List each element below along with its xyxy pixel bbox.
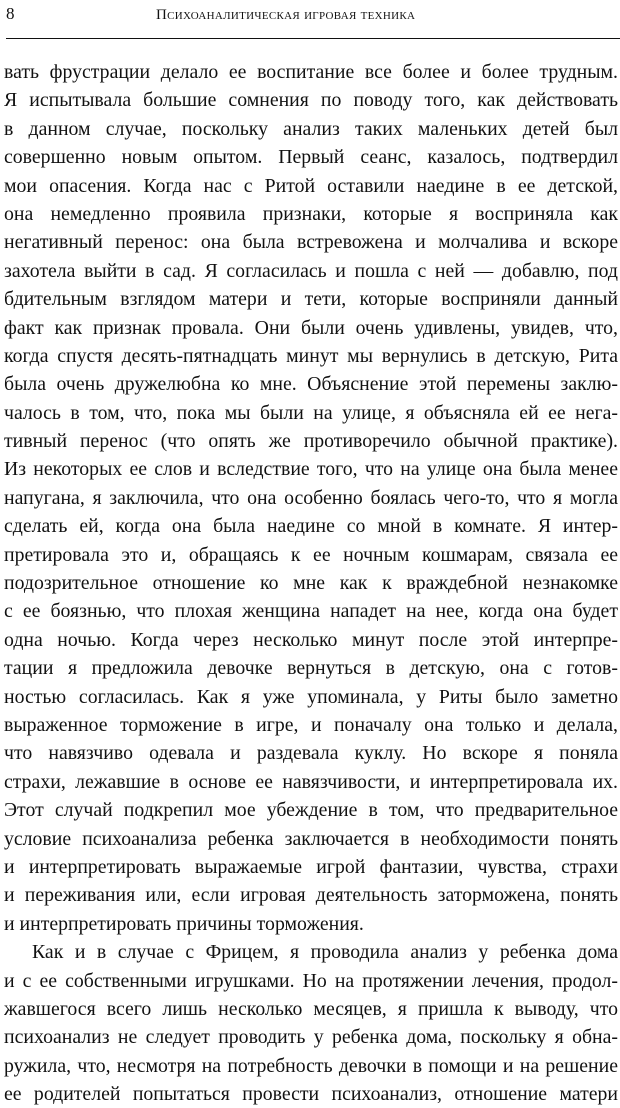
running-head	[6, 4, 616, 26]
text-line: ее родителей попытаться провести психоанализ, отношение матери	[4, 1083, 618, 1106]
text-line: сделать ей, когда она была наедине со мной в комнате. Я интер-	[4, 515, 618, 538]
text-line: условие психоанализа ребенка заключается в необходимости понять	[4, 827, 618, 850]
text-line: с ее боязнью, что плохая женщина нападет на нее, когда она будет	[4, 600, 618, 623]
header-rule	[6, 38, 620, 39]
text-line: что навязчиво одевала и раздевала куклу. Но вскоре я поняла	[4, 742, 618, 765]
text-line: Я испытывала большие сомнения по поводу того, как действовать	[4, 89, 618, 112]
text-line: напугана, я заключила, что она особенно боялась чего-то, что я могла	[4, 486, 618, 509]
text-line: жавшегося всего лишь несколько месяцев, я пришла к выводу, что	[4, 997, 618, 1020]
text-line: захотела выйти в сад. Я согласилась и пошла с ней — добавлю, под	[4, 259, 618, 282]
text-line: и интерпретировать выражаемые игрой фантазии, чувства, страхи	[4, 855, 618, 878]
text-line: тивный перенос (что опять же противоречило обычной практике).	[4, 430, 618, 453]
text-line: чалось в том, что, пока мы были на улице, я объясняла ей ее нега-	[4, 401, 618, 424]
text-line: Из некоторых ее слов и вследствие того, что на улице она была менее	[4, 458, 618, 481]
text-line: мои опасения. Когда нас с Ритой оставили наедине в ее детской,	[4, 174, 618, 197]
text-line: и переживания или, если игровая деятельность заторможена, понять	[4, 884, 618, 907]
text-line: претировала это и, обращаясь к ее ночным кошмарам, связала ее	[4, 543, 618, 566]
text-line: была очень дружелюбна ко мне. Объяснение этой перемены заклю-	[4, 373, 618, 396]
text-line: страхи, лежавшие в основе ее навязчивости, и интерпретировала их.	[4, 770, 618, 793]
text-line: ностью согласилась. Как я уже упоминала, у Риты было заметно	[4, 685, 618, 708]
text-line: негативный перенос: она была встревожена и молчалива и вскоре	[4, 231, 618, 254]
text-line: факт как признак провала. Они были очень удивлены, увидев, что,	[4, 316, 618, 339]
text-line: Как и в случае с Фрицем, я проводила анализ у ребенка дома	[32, 941, 618, 964]
text-line: одна ночью. Когда через несколько минут после этой интерпре-	[4, 628, 618, 651]
page-number: 8	[6, 4, 15, 23]
text-line: вать фрустрации делало ее воспитание все более и более трудным.	[4, 61, 618, 83]
text-line: совершенно новым опытом. Первый сеанс, казалось, подтвердил	[4, 146, 618, 169]
text-line: подозрительное отношение ко мне как к враждебной незнакомке	[4, 572, 618, 595]
text-line: выраженное торможение в игре, и поначалу она только и делала,	[4, 713, 618, 736]
text-line: она немедленно проявила признаки, которые я восприняла как	[4, 202, 618, 225]
text-line: и с ее собственными игрушками. Но на протяжении лечения, продол-	[4, 969, 618, 992]
text-line: Этот случай подкрепил мое убеждение в том, что предварительное	[4, 799, 618, 822]
text-line: тации я предложила девочке вернуться в детскую, она с готов-	[4, 657, 618, 680]
text-line: бдительным взглядом матери и тети, которые восприняли данный	[4, 288, 618, 311]
text-line: когда спустя десять-пятнадцать минут мы вернулись в детскую, Рита	[4, 344, 618, 367]
text-line: и интерпретировать причины торможения.	[4, 912, 364, 935]
text-line: в данном случае, поскольку анализ таких маленьких детей был	[4, 117, 618, 140]
text-line: ружила, что, несмотря на потребность девочки в помощи и на решение	[4, 1054, 618, 1077]
running-title: Психоаналитическая игровая техника	[156, 7, 416, 23]
text-line: психоанализ не следует проводить у ребенка дома, поскольку я обна-	[4, 1026, 618, 1049]
body-text	[4, 58, 618, 1108]
